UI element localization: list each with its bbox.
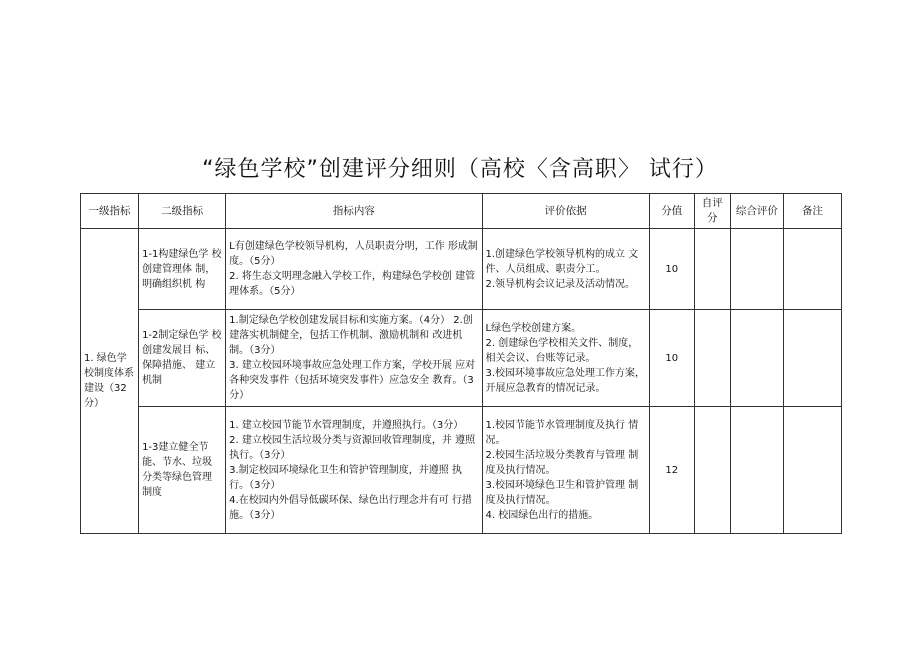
- basis-line: 3.校园环境绿色卫生和管护管理 制度及执行情况。: [485, 479, 639, 506]
- score-cell: 12: [649, 407, 694, 534]
- self-score-cell[interactable]: [694, 407, 730, 534]
- overall-evaluation-cell[interactable]: [730, 310, 783, 407]
- header-remarks: 备注: [783, 194, 841, 229]
- content-line: 3. 建立校园环境事故应急处理工作方案，学校开展 应对各种突发事件（包括环境突发事件）应急安全 教育。（3分）: [229, 360, 476, 401]
- header-overall-evaluation: 综合评价: [730, 194, 783, 229]
- secondary-indicator-cell: 1-2制定绿色学 校创建发展目 标、保障措施、 建立机制: [139, 310, 226, 407]
- table-row: [81, 229, 842, 310]
- content-line: 1.制定绿色学校创建发展目标和实施方案。（4分） 2.创建落实机制健全，包括工作机制、激励机制和 改进机制。（3分）: [229, 315, 473, 356]
- header-self-score: 自评分: [694, 194, 730, 229]
- header-row: [81, 194, 842, 229]
- content-line: L有创建绿色学校领导机构，人员职责分明，工作 形成制度。（5分）: [229, 241, 478, 267]
- scoring-table: [80, 193, 842, 534]
- overall-evaluation-cell[interactable]: [730, 407, 783, 534]
- remarks-cell[interactable]: [783, 407, 841, 534]
- content-line: 3.制定校园环境绿化卫生和管护管理制度，并遵照 执行。（3分）: [229, 464, 462, 491]
- basis-line: 2.校园生活垃圾分类教育与管理 制度及执行情况。: [485, 449, 639, 476]
- remarks-cell[interactable]: [783, 310, 841, 407]
- remarks-cell[interactable]: [783, 229, 841, 310]
- primary-indicator-cell: 1. 绿色学校制度体系建设（32分）: [81, 229, 139, 534]
- header-primary-indicator: 一级指标: [81, 194, 139, 229]
- indicator-content-cell: [226, 407, 482, 534]
- table-row: [81, 407, 842, 534]
- score-cell: 10: [649, 310, 694, 407]
- basis-line: 1.校园节能节水管理制度及执行 情况。: [485, 419, 639, 446]
- content-line: 2. 将生态文明理念融入学校工作，构建绿色学校创 建管理体系。（5分）: [229, 271, 476, 297]
- score-cell: 10: [649, 229, 694, 310]
- content-line: 2. 建立校园生活垃圾分类与资源回收管理制度，并 遵照执行。（3分）: [229, 434, 476, 461]
- indicator-content-cell: [226, 229, 482, 310]
- basis-line: 4. 校园绿色出行的措施。: [485, 509, 599, 521]
- indicator-content-cell: [226, 310, 482, 407]
- basis-line: L绿色学校创建方案。: [485, 322, 582, 334]
- header-score: 分值: [649, 194, 694, 229]
- basis-line: 2. 创建绿色学校相关文件、制度，相关会议、台账等记录。: [485, 337, 639, 364]
- secondary-indicator-cell: 1-1构建绿色学 校创建管理体 制，明确组织机 构: [139, 229, 226, 310]
- page-title: “绿色学校”创建评分细则（高校〈含高职〉 试行）: [202, 157, 718, 182]
- header-secondary-indicator: 二级指标: [139, 194, 226, 229]
- evaluation-basis-cell: [482, 310, 649, 407]
- overall-evaluation-cell[interactable]: [730, 229, 783, 310]
- header-indicator-content: 指标内容: [226, 194, 482, 229]
- self-score-cell[interactable]: [694, 310, 730, 407]
- evaluation-basis-cell: [482, 229, 649, 310]
- basis-line: 2.领导机构会议记录及活动情况。: [485, 278, 636, 290]
- content-line: 4.在校园内外倡导低碳环保、绿色出行理念并有可 行措施。（3分）: [229, 494, 472, 521]
- table-row: [81, 310, 842, 407]
- basis-line: 3.校园环境事故应急处理工作方案，开展应急教育的情况记录。: [485, 367, 646, 394]
- evaluation-basis-cell: [482, 407, 649, 534]
- header-evaluation-basis: 评价依据: [482, 194, 649, 229]
- content-line: 1. 建立校园节能节水管理制度，并遵照执行。（3分）: [229, 419, 464, 431]
- basis-line: 1.创建绿色学校领导机构的成立 文件、人员组成、职责分工。: [485, 248, 639, 275]
- self-score-cell[interactable]: [694, 229, 730, 310]
- secondary-indicator-cell: 1-3建立健全节 能、节水、垃圾 分类等绿色管理 制度: [139, 407, 226, 534]
